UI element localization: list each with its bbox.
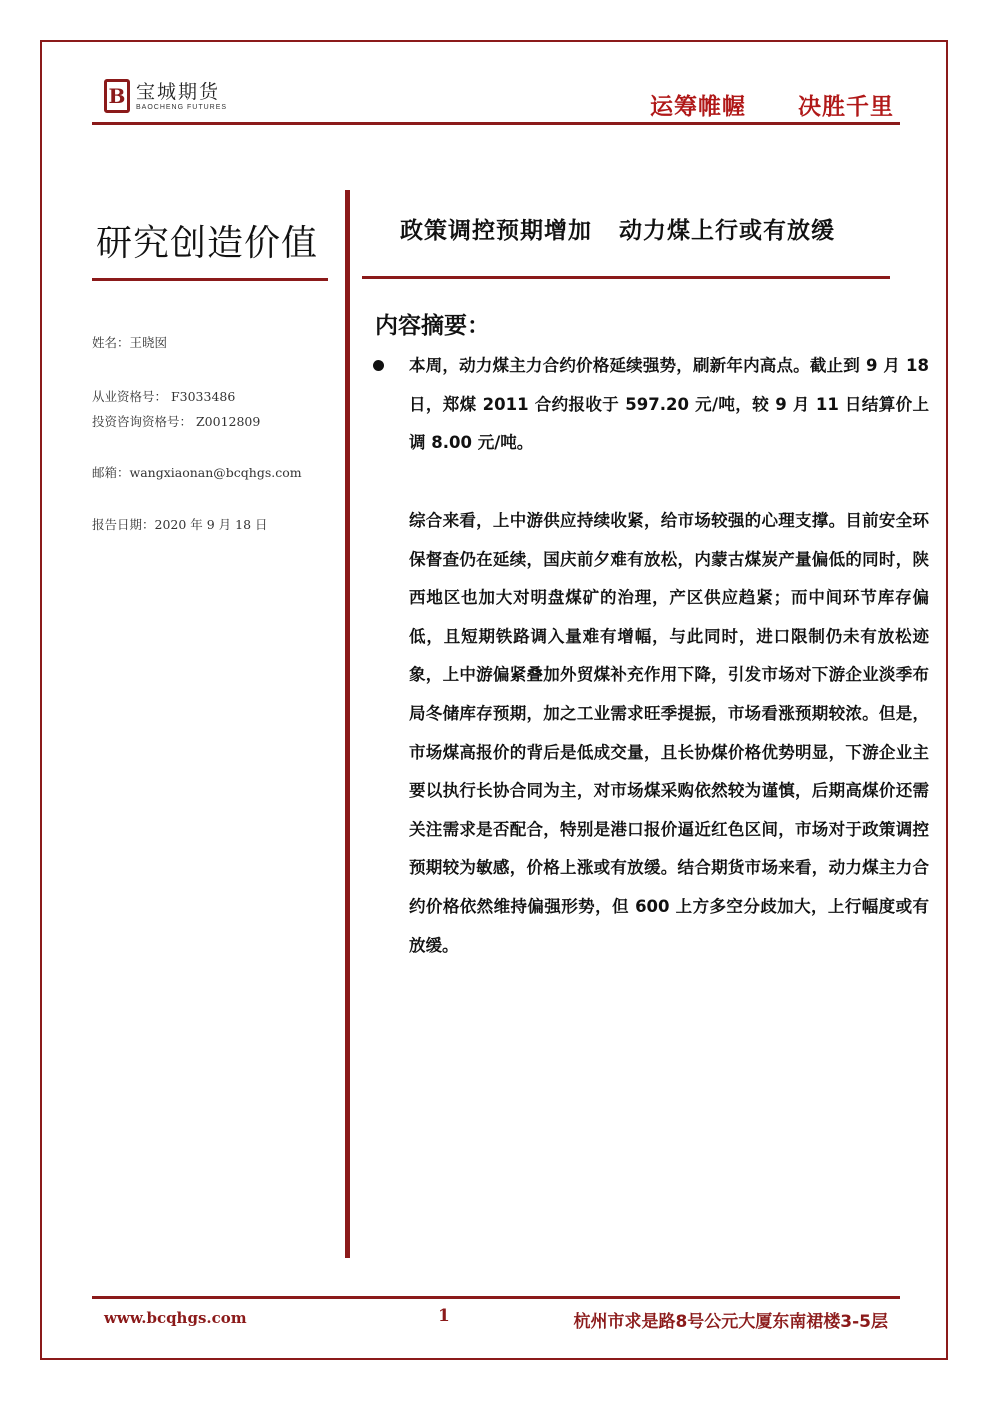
consulting-license: 投资咨询资格号： Z0012809 — [92, 414, 261, 429]
slogan-right: 决胜千里 — [798, 94, 894, 120]
sidebar-divider — [92, 278, 328, 281]
summary-paragraph-2: 综合来看，上中游供应持续收紧，给市场较强的心理支撑。目前安全环保督查仍在延续，国庆前夕难有放松，内蒙古煤炭产量偏低的同时，陕西地区也加大对明盘煤矿的治理，产区供应趋紧；而中间环节库存偏低，且短期铁路调入量难有增幅，与此同时，进口限制仍未有放松迹象，上中游偏紧叠加外贸煤补充作用下降，引发市场对下游企业淡季布局冬储库存预期，加之工业需求旺季提振，市场看涨预期较浓。但是，市场煤高报价的背后是低成交量，且长协煤价格优势明显，下游企业主要以执行长协合同为主，对市场煤采购依然较为谨慎，后期高煤价还需关注需求是否配合，特别是港口报价逼近红色区间，市场对于政策调控预期较为敏感，价格上涨或有放缓。结合期货市场来看，动力煤主力合约价格依然维持偏强形势，但 600 上方多空分歧加大，上行幅度或有放缓。 — [409, 511, 929, 955]
report-date: 报告日期：2020 年 9 月 18 日 — [92, 517, 268, 532]
header-divider — [92, 122, 900, 125]
column-divider — [345, 190, 350, 1258]
logo-chinese-name: 宝城期货 — [136, 80, 221, 103]
bullet-icon — [373, 360, 384, 371]
slogan-left: 运筹帷幄 — [650, 94, 746, 120]
analyst-email[interactable]: 邮箱：wangxiaonan@bcqhgs.com — [92, 465, 302, 480]
footer-divider — [92, 1296, 900, 1299]
summary-heading: 内容摘要： — [375, 313, 490, 339]
summary-paragraph-1: 本周，动力煤主力合约价格延续强势，刷新年内高点。截止到 9 月 18 日，郑煤 2011 合约报收于 597.20 元/吨，较 9 月 11 日结算价上调 8.00 元/吨。 — [409, 356, 929, 453]
analyst-name: 姓名：王晓囡 — [92, 335, 168, 350]
page-number: 1 — [438, 1306, 450, 1326]
sidebar-tagline: 研究创造价值 — [96, 223, 319, 264]
logo-english-name: BAOCHENG FUTURES — [136, 103, 228, 111]
report-title: 政策调控预期增加 动力煤上行或有放缓 — [400, 218, 836, 244]
company-logo — [104, 76, 227, 116]
logo-mark-icon: B — [104, 79, 130, 113]
footer-address: 杭州市求是路8号公元大厦东南裙楼3-5层 — [573, 1312, 888, 1332]
practitioner-license: 从业资格号： F3033486 — [92, 389, 236, 404]
title-divider — [362, 276, 890, 279]
header-slogan — [650, 88, 894, 121]
footer-website-link[interactable]: www.bcqhgs.com — [104, 1309, 247, 1327]
